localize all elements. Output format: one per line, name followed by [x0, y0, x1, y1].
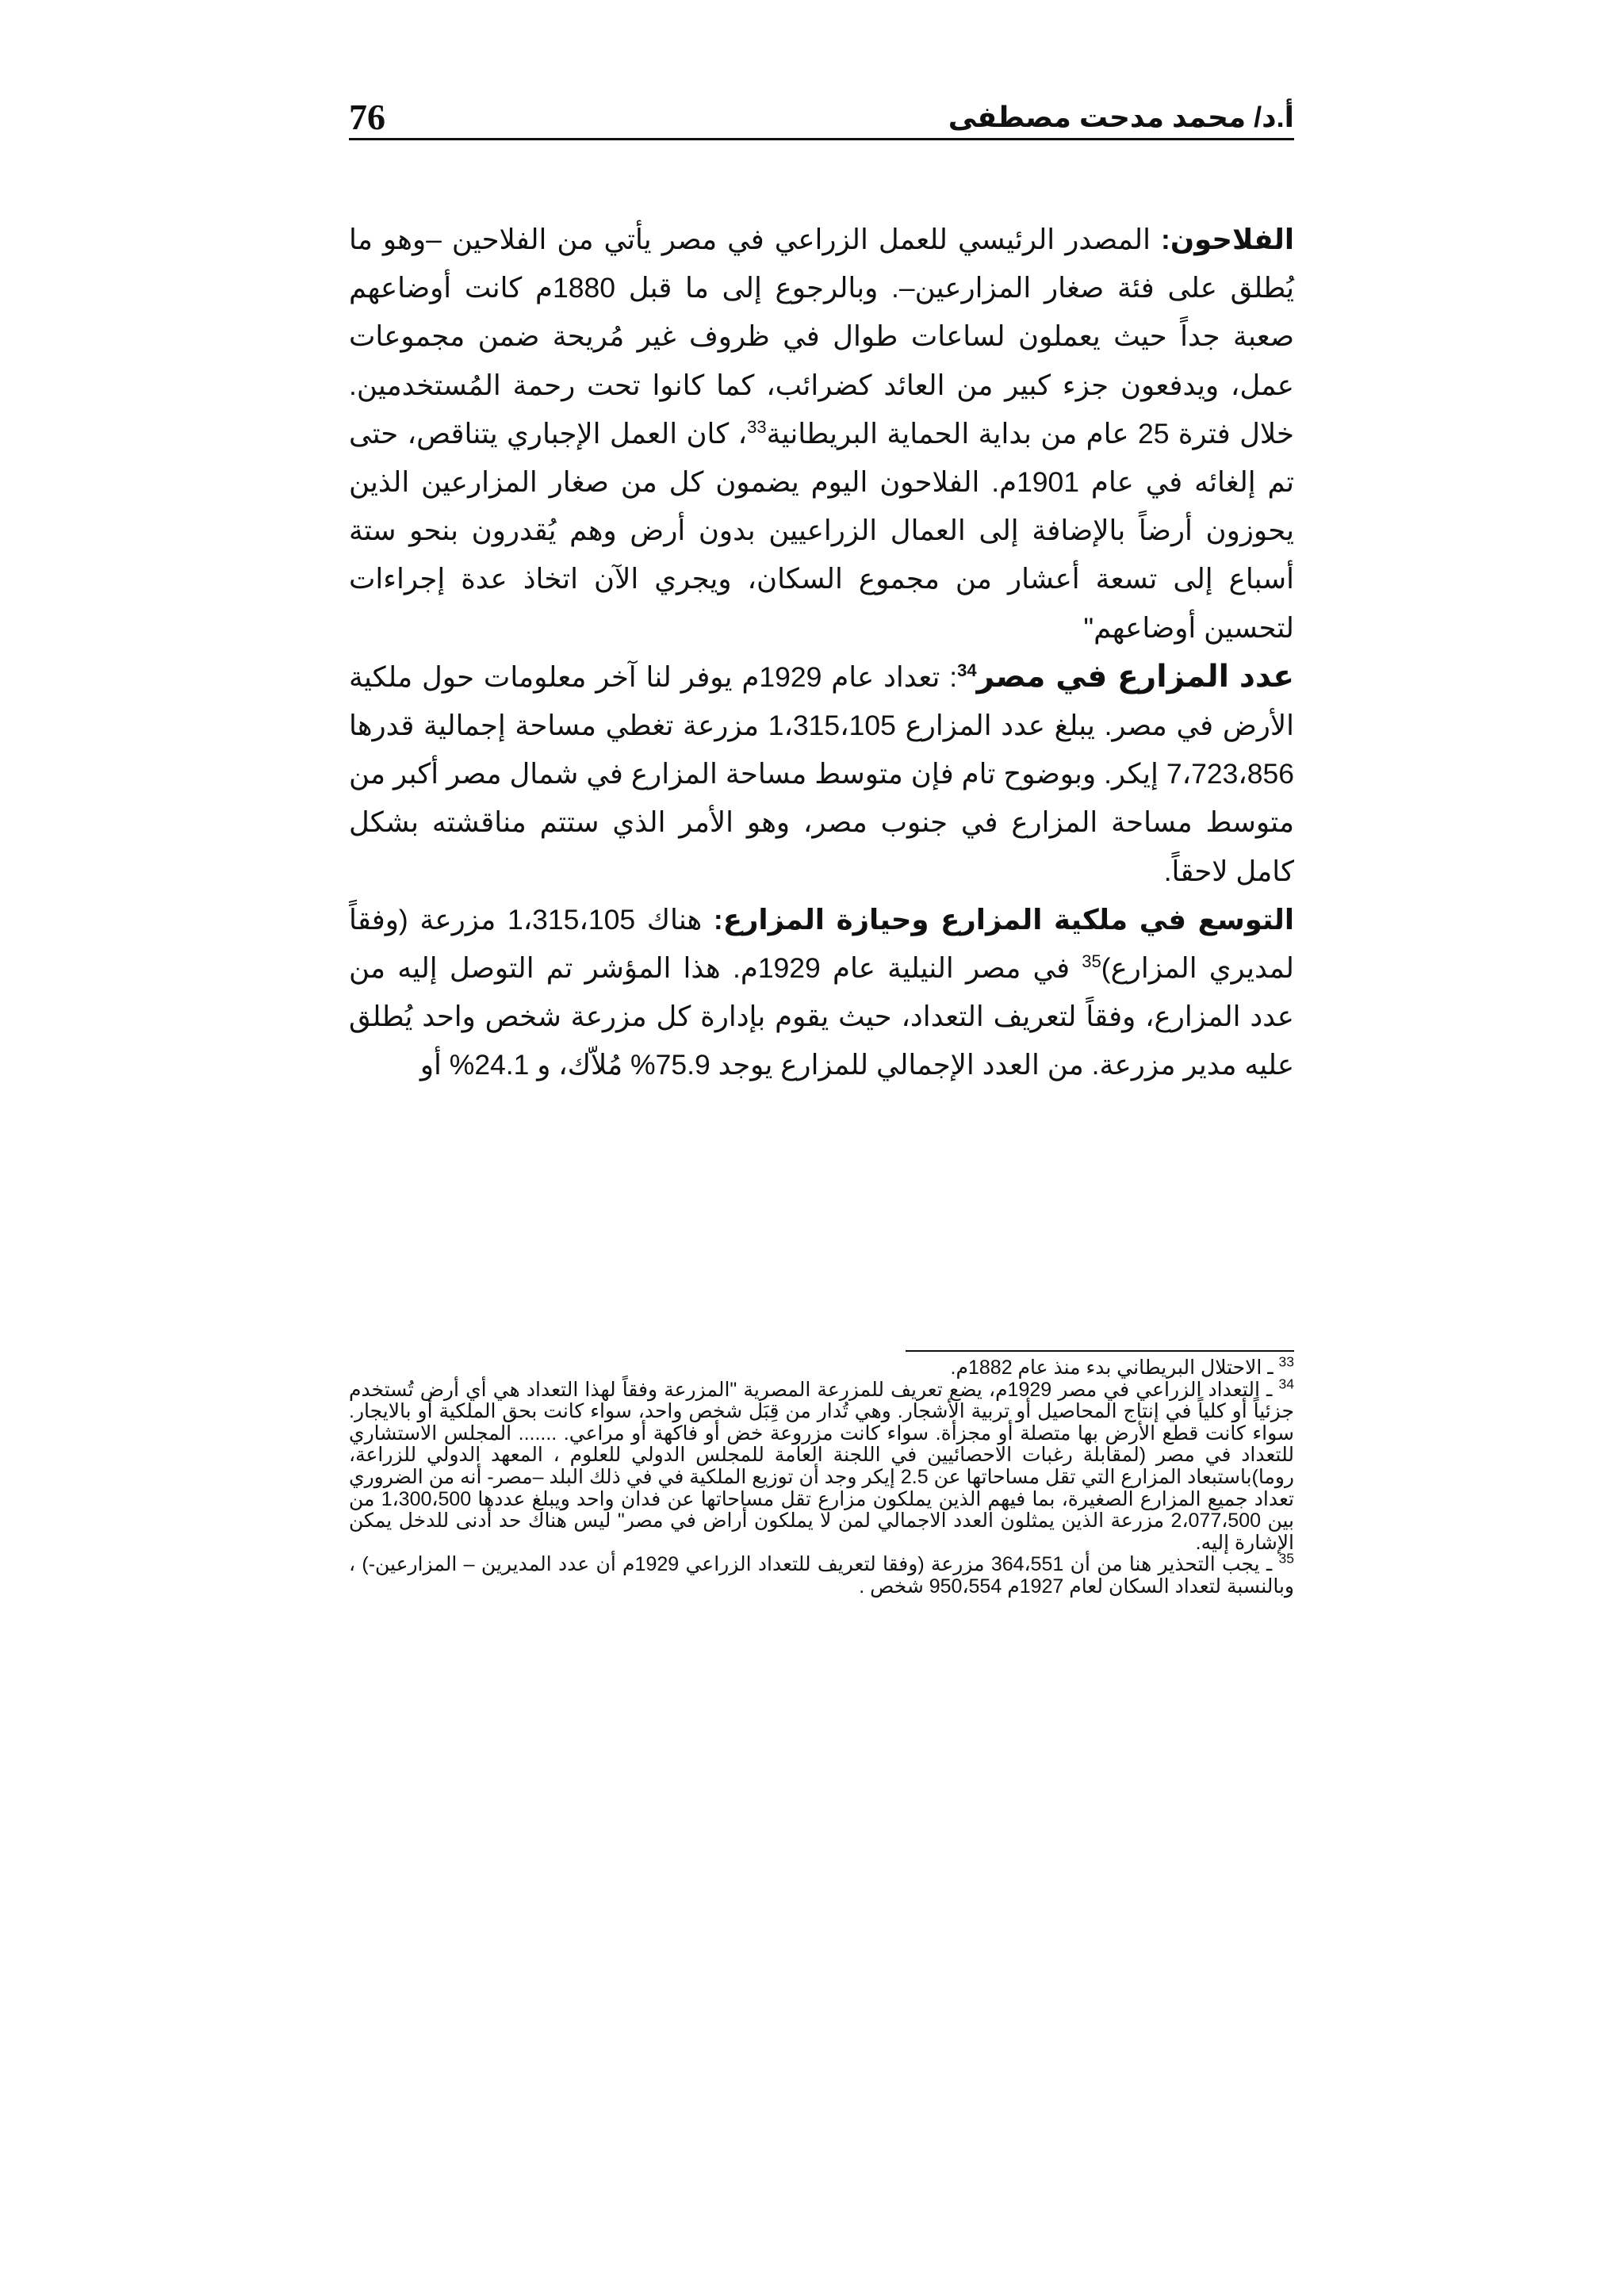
footnote-33	[349, 1353, 1294, 1380]
footnote-ref-35: 35	[1082, 951, 1101, 972]
term-farm-count: عدد المزارع في مصر	[976, 659, 1294, 694]
paragraph-text: هناك 1،315،105 مزرعة (وفقاً لمديري المزارع)	[349, 903, 1294, 985]
paragraph-fellahin	[349, 216, 1294, 652]
paragraph-text: : تعداد عام 1929م يوفر لنا آخر معلومات حول ملكية الأرض في مصر. يبلغ عدد المزارع 1،315،105 مزرعة تغطي مساحة إجمالية قدرها 7،723،856 إيكر. وبوضوح تام فإن متوسط مساحة المزارع في شمال مصر أكبر من متوسط مساحة المزارع في جنوب مصر، وهو الأمر الذي ستتم مناقشته بشكل كامل لاحقاً.	[349, 660, 1294, 887]
footnote-text: ـ الاحتلال البريطاني بدء منذ عام 1882م.	[950, 1357, 1279, 1379]
footnote-34	[349, 1376, 1295, 1555]
footnote-separator	[906, 1350, 1294, 1352]
footnote-ref-34: 34	[957, 660, 977, 680]
paragraph-farm-count	[349, 652, 1294, 896]
term-fellahin: الفلاحون:	[1161, 224, 1294, 255]
paragraph-text: المصدر الرئيسي للعمل الزراعي في مصر يأتي من الفلاحين –وهو ما يُطلق على فئة صغار المزارعين–. وبالرجوع إلى ما قبل 1880م كانت أوضاعهم صعبة جداً حيث يعملون لساعات طوال في ظروف غير مُريحة ضمن مجموعات عمل، ويدفعون جزء كبير من العائد كضرائب، كما كانوا تحت رحمة المُستخدمين. خلال فترة 25 عام من بداية الحماية البريطانية	[349, 224, 1295, 450]
paragraph-ownership-expansion	[349, 896, 1294, 1090]
footnote-ref-33: 33	[747, 416, 767, 437]
paragraph-text: ، كان العمل الإجباري يتناقص، حتى تم إلغائه في عام 1901م. الفلاحون اليوم يضمون كل من صغار المزارعين الذين يحوزون أرضاً بالإضافة إلى العمال الزراعيين بدون أرض وهم يُقدرون بنحو ستة أسباع إلى تسعة أعشار من مجموع السكان، ويجري الآن اتخاذ عدة إجراءات لتحسين أوضاعهم"	[349, 417, 1294, 644]
footnote-number: 34	[1278, 1376, 1294, 1392]
footnote-text: ـ يجب التحذير هنا من أن 364،551 مزرعة (وفقا لتعريف للتعداد الزراعي 1929م أن عدد المديرين – المزارعين-) ، وبالنسبة لتعداد السكان لعام 1927م 950،554 شخص .	[349, 1553, 1294, 1598]
page-number: 76	[349, 97, 385, 137]
footnote-number: 35	[1278, 1551, 1294, 1567]
footnotes	[349, 1353, 1295, 1598]
paragraph-text: في مصر النيلية عام 1929م. هذا المؤشر تم التوصل إليه من عدد المزارع، وفقاً لتعريف التعداد، حيث يقوم بإدارة كل مزرعة شخص واحد يُطلق عليه مدير مزرعة. من العدد الإجمالي للمزارع يوجد 75.9% مُلاّك، و 24.1% أو	[349, 952, 1294, 1081]
footnote-text: ـ التعداد الزراعي في مصر 1929م، يضع تعريف للمزرعة المصرية "المزرعة وفقاً لهذا التعداد هي أي أرض تُستخدم جزئياً أو كلياً في إنتاج المحاصيل أو تربية الأشجار. وهي تُدار من قِبَل شخص واحد، سواء كانت بحق الملكية أو بالايجار. سواء كانت قطع الأرض بها متصلة أو مجزأة. سواء كانت مزروعة خض أو فاكهة أو مراعي. ....... المجلس الاستشاري للتعداد في مصر (لمقابلة رغبات الاحصائيين في اللجنة العامة للمجلس الدولي للعلوم ، المعهد الدولي للزراعة، روما)باستبعاد المزارع التي تقل مساحاتها عن 2.5 إيكر وجد أن توزيع الملكية في في ذلك البلد –مصر- أنه من الضروري تعداد جميع المزارع الصغيرة، بما فيهم الذين يملكون مزارع تقل مساحاتها عن فدان واحد ويبلغ عددها 1،300،500 من بين 2،077،500 مزرعة الذين يمثلون العدد الاجمالي لمن لا يملكون أراض في مصر" ليس هناك حد أدنى للدخل يمكن الإشارة إليه.	[349, 1378, 1295, 1554]
running-head-author: أ.د/ محمد مدحت مصطفى	[948, 101, 1294, 133]
body-text	[349, 216, 1294, 1090]
header-rule	[349, 138, 1294, 140]
term-ownership-expansion: التوسع في ملكية المزارع وحيازة المزارع:	[713, 903, 1294, 936]
page-header	[349, 94, 1294, 141]
footnote-35	[349, 1551, 1294, 1598]
footnote-number: 33	[1278, 1353, 1294, 1370]
